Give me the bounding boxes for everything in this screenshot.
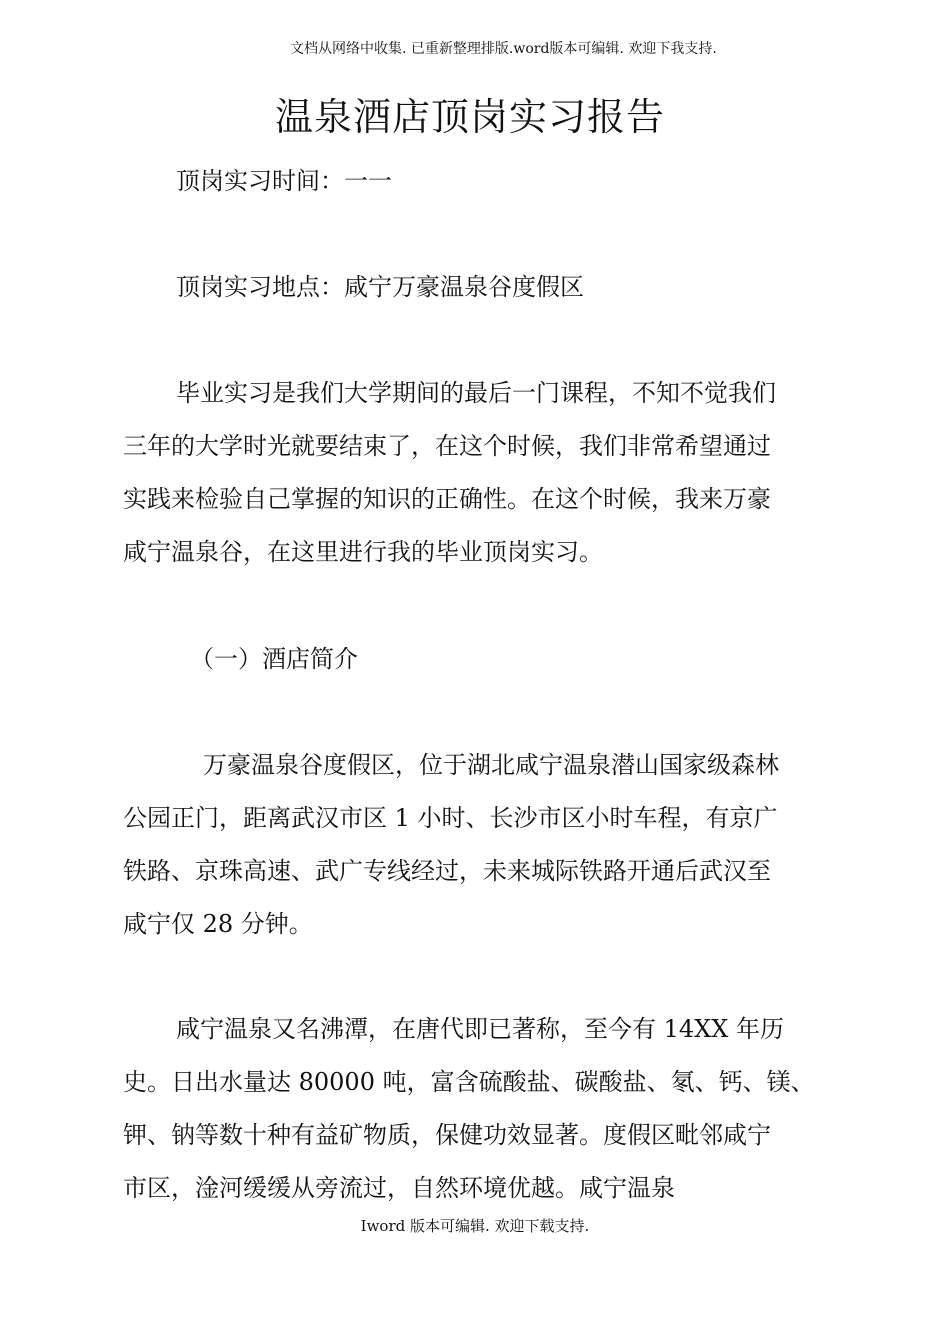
spring-line: 市区，淦河缓缓从旁流过，自然环境优越。咸宁温泉	[123, 1174, 675, 1202]
hotel-line: 铁路、京珠高速、武广专线经过，未来城际铁路开通后武汉至	[123, 857, 771, 885]
spring-line: 钾、钠等数十种有益矿物质，保健功效显著。度假区毗邻咸宁	[123, 1121, 771, 1149]
page-title: 温泉酒店顶岗实习报告	[274, 95, 665, 139]
hotel-line: 万豪温泉谷度假区，位于湖北咸宁温泉潜山国家级森林	[203, 751, 779, 779]
spring-line: 史。日出水量达 80000 吨，富含硫酸盐、碳酸盐、氡、钙、镁、	[123, 1068, 815, 1096]
intro-line: 三年的大学时光就要结束了，在这个时候，我们非常希望通过	[123, 432, 771, 460]
header-note: 文档从网络中收集. 已重新整理排版.word版本可编辑. 欢迎下我支持.	[290, 41, 717, 57]
footer-note: Iword 版本可编辑. 欢迎下载支持.	[360, 1217, 590, 1235]
hotel-line: 咸宁仅 28 分钟。	[123, 910, 313, 938]
info-place: 顶岗实习地点：咸宁万豪温泉谷度假区	[176, 273, 584, 301]
intro-line: 实践来检验自己掌握的知识的正确性。在这个时候，我来万豪	[123, 485, 771, 513]
intro-line: 咸宁温泉谷，在这里进行我的毕业顶岗实习。	[123, 538, 603, 566]
intro-line: 毕业实习是我们大学期间的最后一门课程，不知不觉我们	[176, 379, 776, 407]
info-time: 顶岗实习时间：一一	[176, 167, 392, 195]
hotel-line: 公园正门，距离武汉市区 1 小时、长沙市区小时车程，有京广	[123, 804, 778, 832]
section-heading: （一）酒店简介	[190, 645, 358, 673]
spring-line: 咸宁温泉又名沸潭，在唐代即已著称，至今有 14XX 年历	[176, 1015, 784, 1043]
